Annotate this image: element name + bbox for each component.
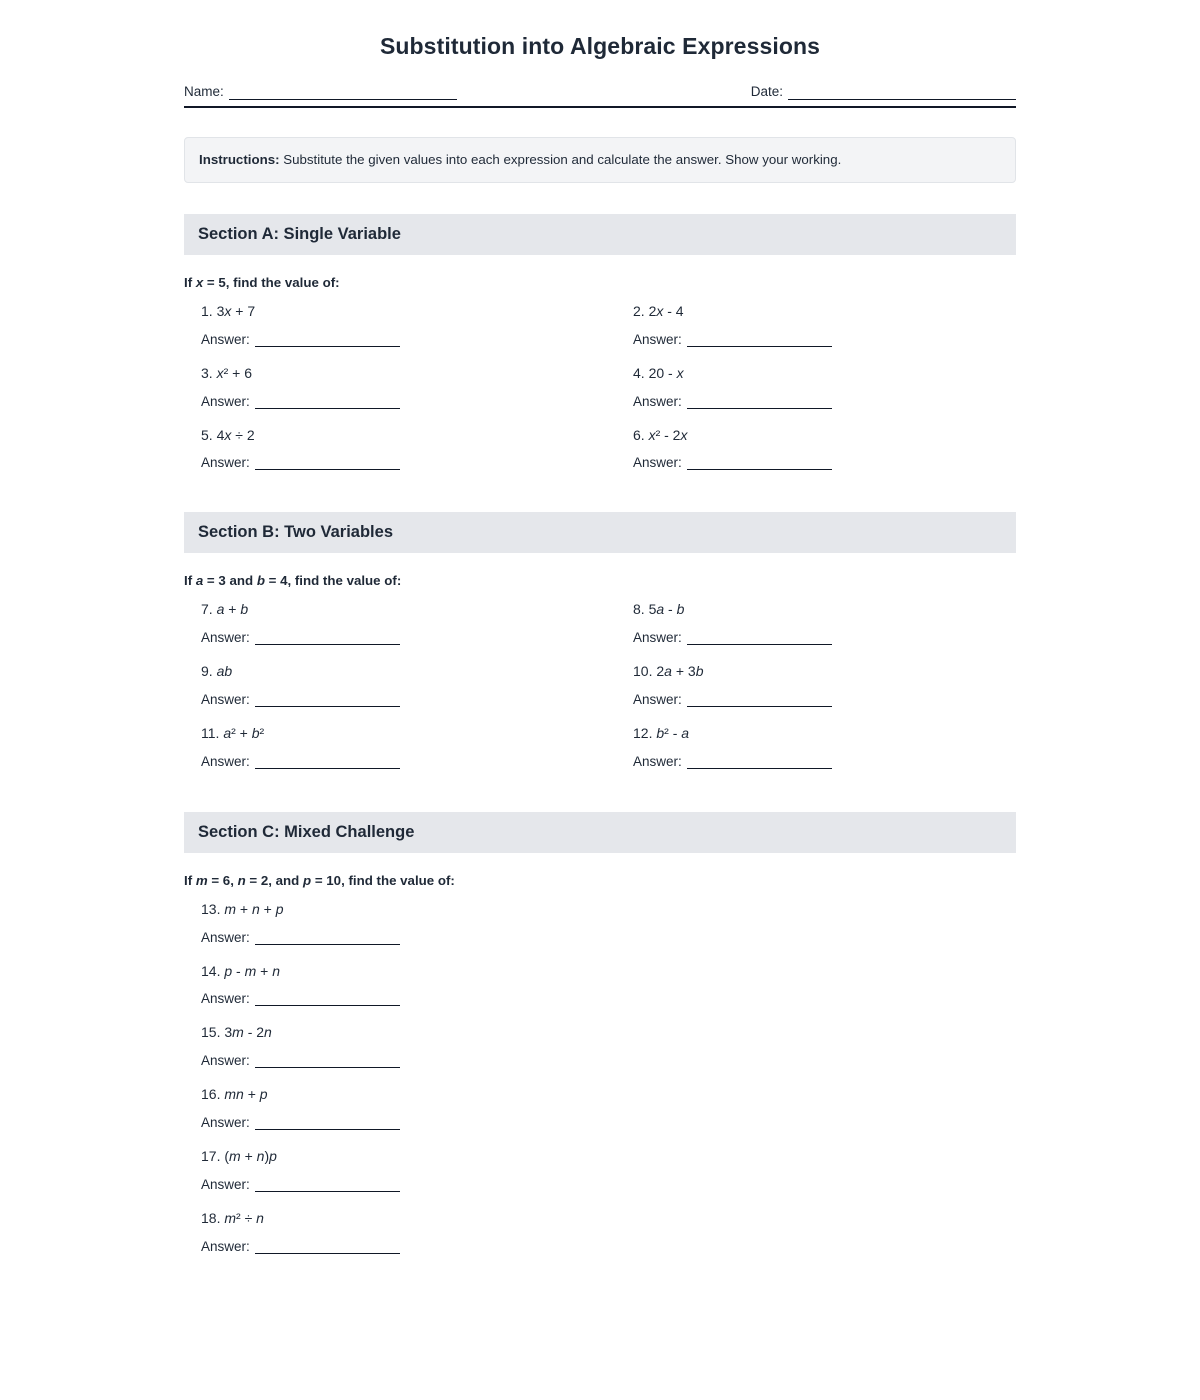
answer-write-line[interactable] (687, 396, 832, 409)
name-write-line[interactable] (229, 86, 457, 100)
answer-write-line[interactable] (687, 694, 832, 707)
answer-row[interactable] (633, 332, 1016, 347)
instructions-label: Instructions: (199, 152, 280, 167)
question-item (184, 1210, 616, 1254)
answer-row[interactable] (201, 1239, 616, 1254)
question-text: 6. x² - 2x (633, 426, 688, 443)
answer-write-line[interactable] (255, 932, 400, 945)
question-item (184, 901, 616, 945)
instructions-box (184, 137, 1016, 183)
question-item (184, 303, 616, 347)
question-item (184, 663, 616, 707)
answer-label: Answer: (633, 753, 682, 769)
answer-write-line[interactable] (255, 1179, 400, 1192)
answer-label: Answer: (201, 691, 250, 707)
question-text: 9. ab (201, 663, 233, 680)
question-text: 5. 4x ÷ 2 (201, 426, 255, 443)
section-header-section-a-single-variable: Section A: Single Variable (184, 214, 1016, 255)
answer-row[interactable] (201, 1115, 616, 1130)
question-item (184, 725, 616, 769)
question-text: 18. m² ÷ n (201, 1209, 264, 1226)
answer-write-line[interactable] (255, 1241, 400, 1254)
date-label: Date: (750, 84, 783, 99)
question-item (184, 1024, 616, 1068)
answer-label: Answer: (201, 1176, 250, 1192)
answer-write-line[interactable] (687, 334, 832, 347)
sections-container (184, 214, 1016, 1272)
question-text: 11. a² + b² (201, 724, 265, 741)
question-item (184, 1086, 616, 1130)
name-field[interactable] (184, 84, 457, 100)
answer-write-line[interactable] (255, 694, 400, 707)
question-text: 13. m + n + p (201, 900, 284, 917)
answer-row[interactable] (201, 394, 616, 409)
answer-label: Answer: (201, 455, 250, 471)
question-item (616, 601, 1016, 645)
answer-label: Answer: (201, 929, 250, 945)
answer-write-line[interactable] (255, 396, 400, 409)
answer-row[interactable] (633, 630, 1016, 645)
answer-row[interactable] (633, 692, 1016, 707)
answer-write-line[interactable] (255, 1055, 400, 1068)
answer-write-line[interactable] (255, 993, 400, 1006)
name-label: Name: (184, 84, 224, 99)
question-text: 14. p - m + n (201, 962, 281, 979)
question-item (616, 725, 1016, 769)
section-prompt: If a = 3 and b = 4, find the value of: (184, 573, 402, 589)
question-text: 15. 3m - 2n (201, 1024, 272, 1041)
question-text: 8. 5a - b (633, 601, 685, 618)
section-prompt: If x = 5, find the value of: (184, 274, 340, 290)
worksheet-content (184, 0, 1016, 1272)
question-item (184, 365, 616, 409)
date-write-line[interactable] (788, 86, 1016, 100)
question-item (184, 963, 616, 1007)
answer-row[interactable] (201, 630, 616, 645)
answer-row[interactable] (633, 455, 1016, 470)
answer-label: Answer: (633, 630, 682, 646)
answer-write-line[interactable] (255, 756, 400, 769)
answer-label: Answer: (201, 1053, 250, 1069)
question-text: 7. a + b (201, 601, 249, 618)
question-item (184, 427, 616, 471)
answer-label: Answer: (201, 1114, 250, 1130)
answer-write-line[interactable] (687, 632, 832, 645)
question-text: 4. 20 - x (633, 364, 684, 381)
date-field[interactable] (751, 84, 1016, 100)
instructions-text: Substitute the given values into each expression and calculate the answer. Show your working. (283, 152, 842, 167)
answer-write-line[interactable] (255, 457, 400, 470)
answer-label: Answer: (201, 1238, 250, 1254)
answer-label: Answer: (633, 455, 682, 471)
question-item (616, 427, 1016, 471)
question-text: 1. 3x + 7 (201, 302, 256, 319)
question-item (184, 1148, 616, 1192)
answer-label: Answer: (633, 331, 682, 347)
question-item (616, 303, 1016, 347)
answer-row[interactable] (201, 754, 616, 769)
question-text: 2. 2x - 4 (633, 302, 684, 319)
question-text: 12. b² - a (633, 724, 690, 741)
answer-label: Answer: (633, 691, 682, 707)
answer-write-line[interactable] (255, 1117, 400, 1130)
answer-label: Answer: (633, 393, 682, 409)
question-grid (184, 601, 1016, 786)
answer-row[interactable] (201, 1177, 616, 1192)
answer-write-line[interactable] (255, 632, 400, 645)
answer-row[interactable] (201, 930, 616, 945)
question-text: 10. 2a + 3b (633, 663, 704, 680)
answer-write-line[interactable] (255, 334, 400, 347)
answer-row[interactable] (201, 1053, 616, 1068)
page-title: Substitution into Algebraic Expressions (379, 33, 821, 59)
question-item (616, 365, 1016, 409)
answer-label: Answer: (201, 393, 250, 409)
section-prompt: If m = 6, n = 2, and p = 10, find the value of: (184, 872, 455, 888)
answer-row[interactable] (201, 455, 616, 470)
answer-row[interactable] (201, 991, 616, 1006)
question-item (616, 663, 1016, 707)
answer-write-line[interactable] (687, 756, 832, 769)
answer-row[interactable] (633, 754, 1016, 769)
answer-label: Answer: (201, 331, 250, 347)
header-divider (184, 106, 1016, 108)
question-grid (184, 901, 1016, 1272)
answer-row[interactable] (201, 332, 616, 347)
question-text: 16. mn + p (201, 1086, 268, 1103)
name-date-row (184, 84, 1016, 100)
question-text: 17. (m + n)p (201, 1147, 277, 1164)
question-item (184, 601, 616, 645)
question-grid (184, 303, 1016, 488)
answer-row[interactable] (633, 394, 1016, 409)
section-header-section-c-mixed-challenge: Section C: Mixed Challenge (184, 812, 1016, 853)
answer-label: Answer: (201, 630, 250, 646)
answer-row[interactable] (201, 692, 616, 707)
answer-label: Answer: (201, 753, 250, 769)
question-text: 3. x² + 6 (201, 364, 252, 381)
answer-label: Answer: (201, 991, 250, 1007)
answer-write-line[interactable] (687, 457, 832, 470)
section-header-section-b-two-variables: Section B: Two Variables (184, 512, 1016, 553)
